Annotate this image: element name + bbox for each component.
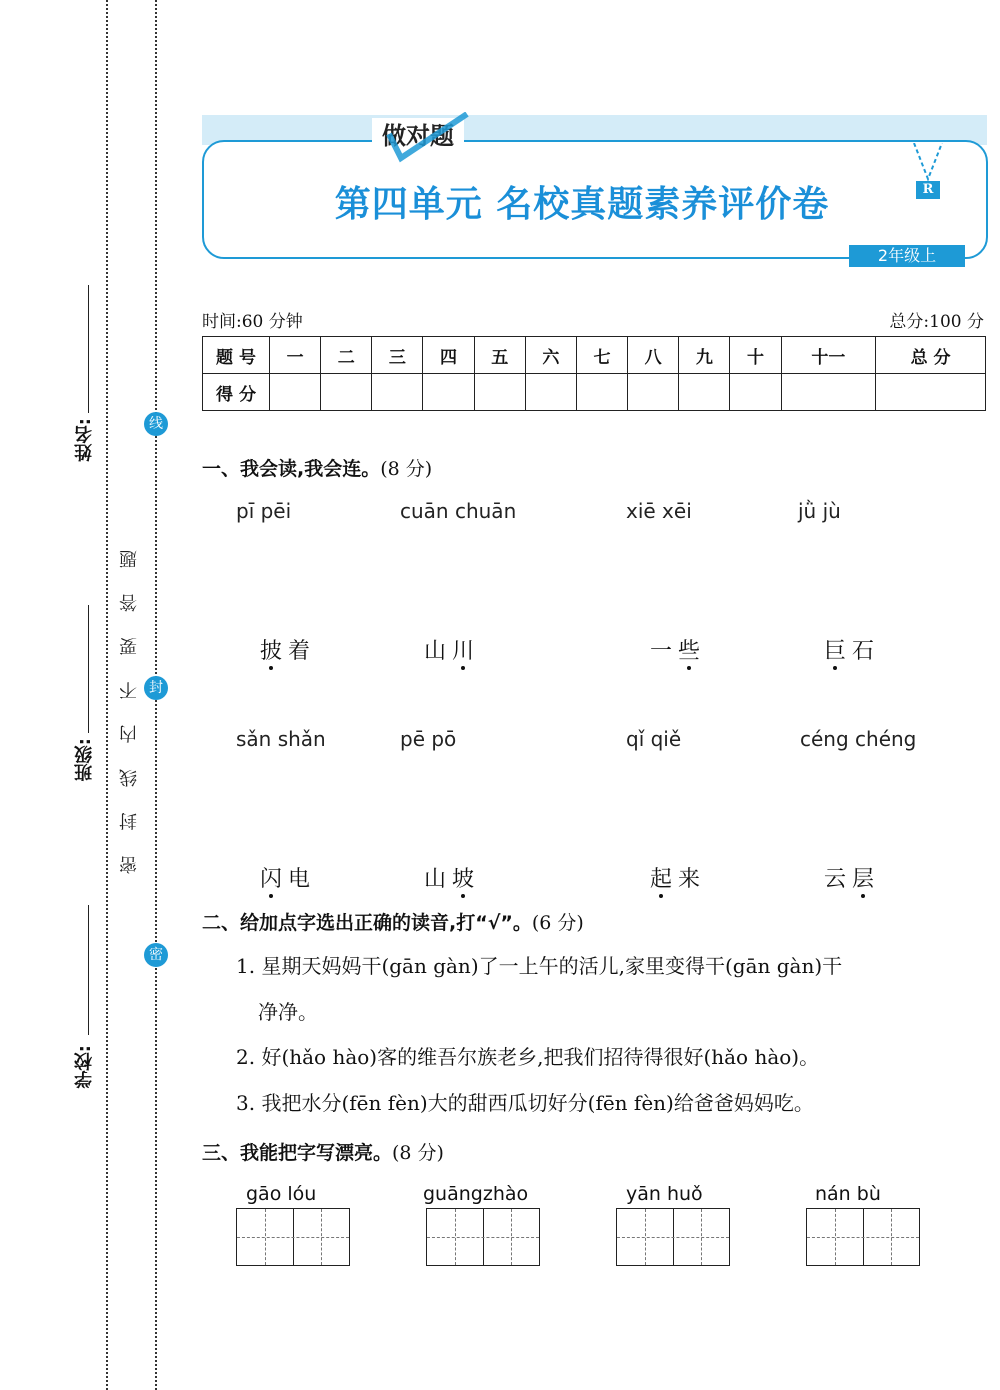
char: 石 xyxy=(852,639,881,664)
dotted-char: 坡 xyxy=(452,867,481,892)
writing-grid[interactable] xyxy=(426,1208,540,1266)
grade-tag: 2年级上 xyxy=(849,245,965,267)
section3-title: 三、我能把字写漂亮。 xyxy=(202,1142,393,1164)
char: 一 xyxy=(650,639,679,664)
column-header: 九 xyxy=(679,337,730,374)
score-row xyxy=(203,374,986,411)
pinyin-option[interactable]: pī pēi xyxy=(236,499,292,523)
score-cell[interactable] xyxy=(730,374,781,411)
check-icon xyxy=(385,112,471,164)
time-info: 时间:60 分钟 xyxy=(202,312,303,332)
column-header: 六 xyxy=(525,337,576,374)
dotted-char: 些 xyxy=(678,639,707,664)
class-label: 班级: xyxy=(74,738,95,782)
section3-points: (8 分) xyxy=(392,1142,444,1164)
score-table xyxy=(202,336,986,411)
dotted-char: 巨 xyxy=(824,639,853,664)
grid-pinyin: guāngzhào xyxy=(423,1183,529,1205)
section3-heading xyxy=(202,1138,444,1165)
section1-heading xyxy=(202,454,432,481)
class-field[interactable] xyxy=(88,605,89,733)
column-header: 八 xyxy=(628,337,679,374)
word-item[interactable] xyxy=(650,862,706,893)
dotted-char: 层 xyxy=(852,867,881,892)
seal-mark-close: 密 xyxy=(144,943,168,967)
writing-grid[interactable] xyxy=(616,1208,730,1266)
score-cell[interactable] xyxy=(270,374,321,411)
score-cell[interactable] xyxy=(781,374,876,411)
word-item[interactable] xyxy=(650,634,706,665)
dotted-char: 川 xyxy=(452,639,481,664)
score-cell[interactable] xyxy=(576,374,627,411)
name-label: 姓名: xyxy=(74,418,95,462)
school-label: 学校: xyxy=(74,1045,95,1089)
score-cell[interactable] xyxy=(679,374,730,411)
score-cell[interactable] xyxy=(876,374,986,411)
char: 着 xyxy=(288,639,317,664)
section2-points: (6 分) xyxy=(531,912,584,934)
score-cell[interactable] xyxy=(628,374,679,411)
section1-points: (8 分) xyxy=(380,458,433,480)
pinyin-option[interactable]: céng chéng xyxy=(800,727,917,751)
char: 山 xyxy=(424,867,453,892)
char: 来 xyxy=(678,867,707,892)
writing-grid[interactable] xyxy=(806,1208,920,1266)
column-header: 十一 xyxy=(781,337,876,374)
section1-title: 一、我会读,我会连。 xyxy=(202,458,381,480)
pinyin-option[interactable]: jǜ jù xyxy=(798,499,841,523)
char: 云 xyxy=(824,867,853,892)
name-field[interactable] xyxy=(88,285,89,413)
score-cell[interactable] xyxy=(372,374,423,411)
score-cell[interactable] xyxy=(423,374,474,411)
pinyin-option[interactable]: cuān chuān xyxy=(400,499,517,523)
total-score-info: 总分:100 分 xyxy=(889,312,984,332)
row-label: 题 号 xyxy=(203,337,270,374)
grid-pinyin: nán bù xyxy=(815,1183,881,1205)
page-title: 第四单元 名校真题素养评价卷 xyxy=(334,184,830,225)
school-field[interactable] xyxy=(88,905,89,1035)
column-header: 二 xyxy=(321,337,372,374)
brand-logo: 做对题 xyxy=(372,118,464,154)
word-item[interactable] xyxy=(260,862,316,893)
word-item[interactable] xyxy=(824,634,880,665)
word-item[interactable] xyxy=(824,862,880,893)
column-header: 十 xyxy=(730,337,781,374)
score-cell[interactable] xyxy=(474,374,525,411)
pinyin-option[interactable]: xiē xēi xyxy=(626,499,692,523)
pinyin-option[interactable]: pē pō xyxy=(400,727,457,751)
publisher-badge: R xyxy=(916,181,940,199)
question-2[interactable]: 2. 好(hǎo hào)客的维吾尔族老乡,把我们招待得很好(hǎo hào)。 xyxy=(236,1045,820,1069)
char: 山 xyxy=(424,639,453,664)
column-header: 三 xyxy=(372,337,423,374)
column-header: 四 xyxy=(423,337,474,374)
word-item[interactable] xyxy=(424,634,480,665)
seal-mark-line: 线 xyxy=(144,412,168,436)
seal-mark-seal: 封 xyxy=(144,676,168,700)
score-cell[interactable] xyxy=(525,374,576,411)
pinyin-option[interactable]: sǎn shǎn xyxy=(236,727,326,751)
dotted-char: 披 xyxy=(260,639,289,664)
question-1-line-1[interactable]: 1. 星期天妈妈干(gān gàn)了一上午的活儿,家里变得干(gān gàn)干 xyxy=(236,954,843,978)
writing-grid[interactable] xyxy=(236,1208,350,1266)
binding-dotted-line-outer xyxy=(106,0,108,1390)
section2-title: 二、给加点字选出正确的读音,打“√”。 xyxy=(202,912,532,934)
dotted-char: 起 xyxy=(650,867,679,892)
row-label: 得 分 xyxy=(203,374,270,411)
column-header: 七 xyxy=(576,337,627,374)
seal-notice: 密 封 线 内 不 要 答 题 xyxy=(119,540,140,875)
column-header: 一 xyxy=(270,337,321,374)
dotted-char: 闪 xyxy=(260,867,289,892)
grid-pinyin: yān huǒ xyxy=(626,1183,703,1205)
score-cell[interactable] xyxy=(321,374,372,411)
word-item[interactable] xyxy=(424,862,480,893)
pinyin-option[interactable]: qǐ qiě xyxy=(626,727,682,751)
word-item[interactable] xyxy=(260,634,316,665)
grid-pinyin: gāo lóu xyxy=(246,1183,317,1205)
question-1-line-2: 净净。 xyxy=(258,1000,318,1024)
question-number-row xyxy=(203,337,986,374)
section2-heading xyxy=(202,908,584,935)
column-header: 总 分 xyxy=(876,337,986,374)
column-header: 五 xyxy=(474,337,525,374)
question-3[interactable]: 3. 我把水分(fēn fèn)大的甜西瓜切好分(fēn fèn)给爸爸妈妈吃。 xyxy=(236,1091,814,1115)
char: 电 xyxy=(288,867,317,892)
ribbon-icon xyxy=(910,143,946,185)
